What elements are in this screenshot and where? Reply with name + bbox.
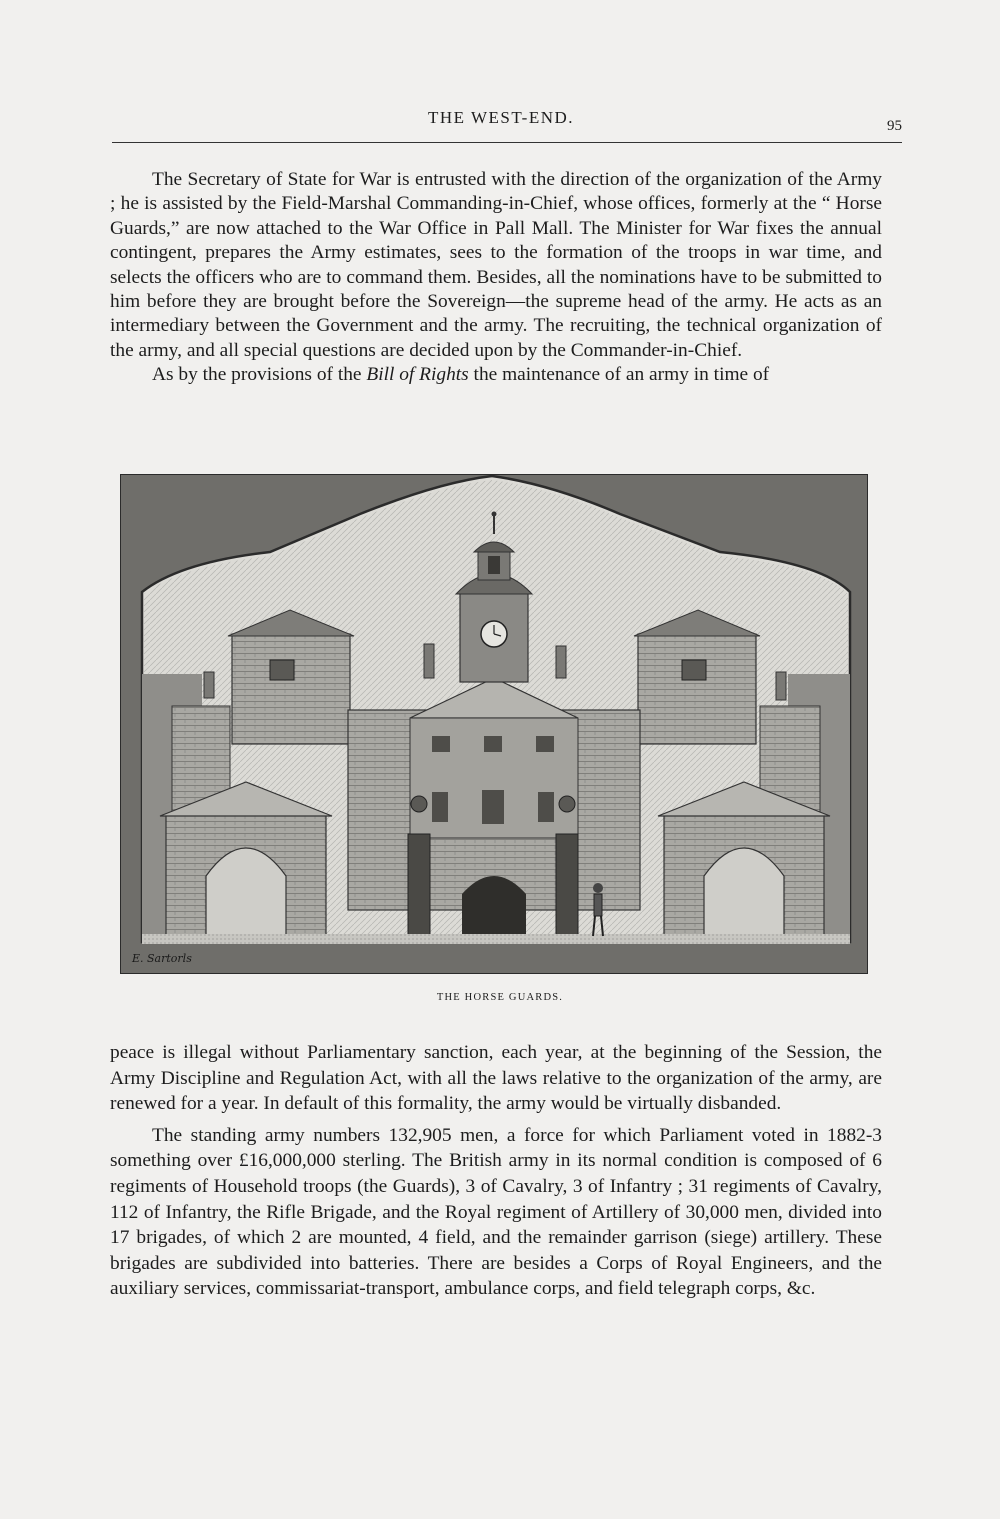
paragraph-peace-is-illegal: peace is illegal without Parliamentary sanction, each year, at the beginning of the Session, the Army Discipline and Regulation Act, with all the laws relative to the organization of the army, are renewed for a year. In default of this formality, the army would be virtually disbanded. — [110, 1042, 882, 1115]
horse-guards-engraving — [120, 474, 868, 974]
italic-title-bill-of-rights: Bill of Rights — [366, 364, 469, 386]
text-run: As by the provisions of the — [152, 364, 367, 386]
paragraph-secretary-of-state: The Secretary of State for War is entrusted with the direction of the organization of the Army ; he is assisted by the Field-Marshal Commanding-in-Chief, whose offices, formerly at the “ Horse Guards,” are now attached to the War Office in Pall Mall. The Minister for War fixes the annual contingent, prepares the Army estimates, sees to the formation of the troops in war time, and selects the officers who are to command them. Besides, all the nominations have to be submitted to him before they are brought before the Sovereign—the supreme head of the army. He acts as an intermediary between the Government and the army. The recruiting, the technical organization of the army, and all special questions are decided upon by the Commander-in-Chief. — [110, 169, 882, 361]
page-header — [112, 108, 902, 144]
body-text-top — [110, 168, 882, 388]
page-number: 95 — [887, 118, 902, 134]
running-title: THE WEST-END. — [427, 108, 575, 127]
paragraph-standing-army: The standing army numbers 132,905 men, a force for which Parliament voted in 1882-3 something over £16,000,000 sterling. The British army in its normal condition is composed of 6 regiments of Household troops (the Guards), 3 of Cavalry, 3 of Infantry ; 31 regiments of Cavalry, 112 of Infantry, the Rifle Brigade, and the Royal regiment of Artillery of 30,000 men, divided into 17 brigades, of which 2 are mounted, 4 field, and the remainder garrison (siege) artillery. These brigades are subdivided into batteries. There are besides a Corps of Royal Engineers, and the auxiliary services, commissariat-transport, ambulance corps, and field telegraph corps, &c. — [110, 1124, 882, 1300]
header-rule — [112, 142, 902, 143]
body-text-bottom — [110, 1040, 882, 1302]
text-run: the maintenance of an army in time of — [468, 364, 770, 386]
artist-signature: E. Sartorls — [132, 952, 192, 965]
paragraph-bill-of-rights — [110, 363, 882, 387]
horse-guards-illustration — [120, 474, 868, 974]
figure-caption: THE HORSE GUARDS. — [436, 992, 564, 1003]
